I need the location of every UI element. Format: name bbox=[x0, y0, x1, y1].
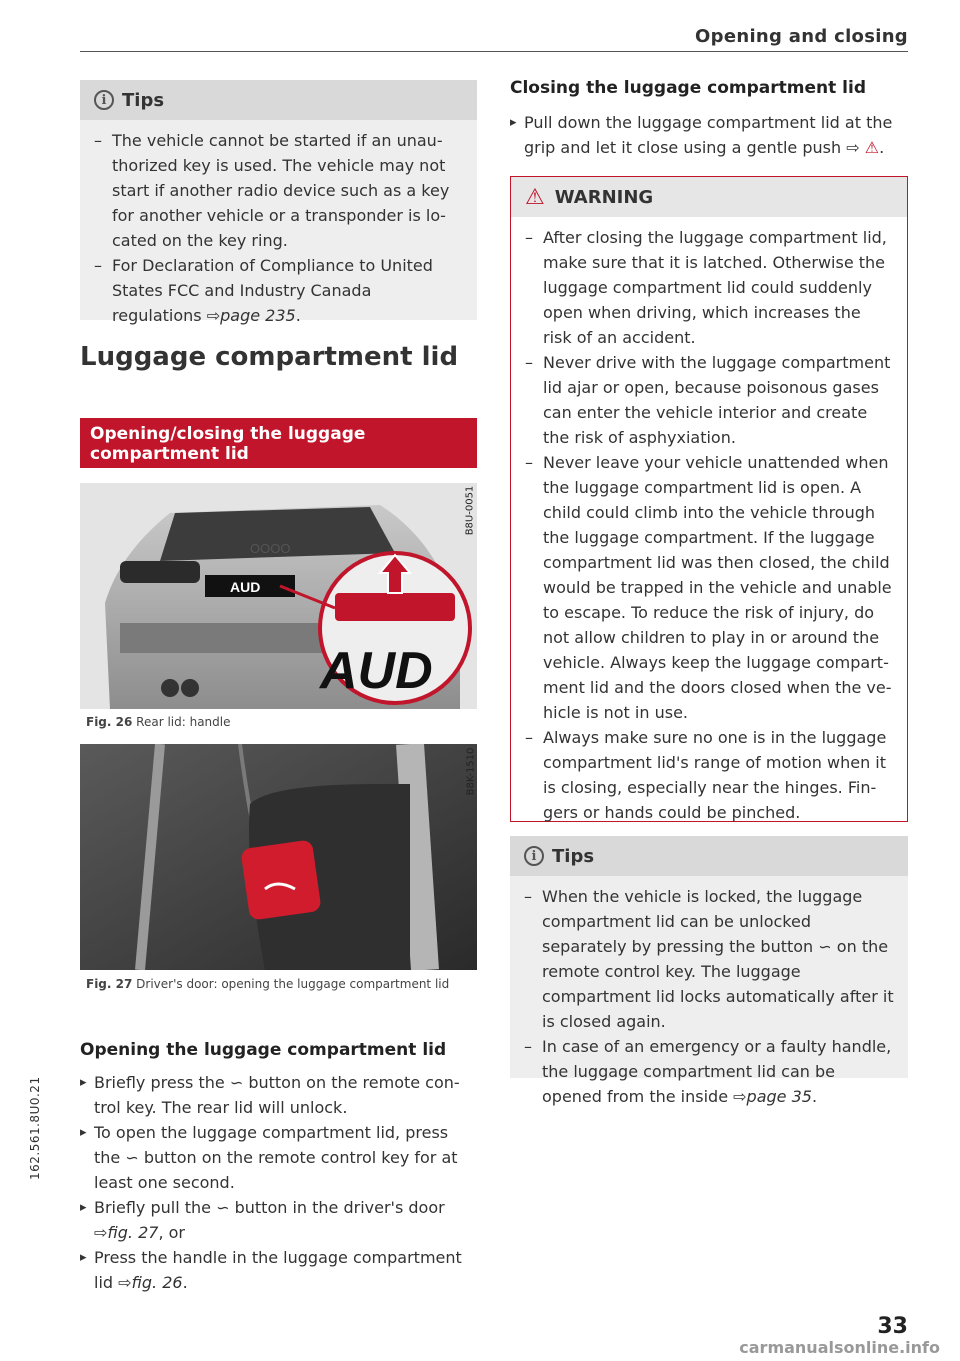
info-icon: i bbox=[94, 90, 114, 110]
arrow-icon: ⇨ bbox=[118, 1273, 132, 1292]
step-item: ▸ Briefly press the ∽ button on the remote control key. The rear lid will unlock. bbox=[80, 1070, 475, 1120]
arrow-icon: ⇨ bbox=[846, 138, 860, 157]
warning-icon: ⚠ bbox=[864, 138, 880, 157]
tips-title: Tips bbox=[552, 845, 595, 867]
watermark: carmanualsonline.info bbox=[739, 1338, 940, 1357]
tips-box-top bbox=[80, 80, 477, 325]
figure-27 bbox=[80, 744, 477, 970]
tips-item: – For Declaration of Compliance to United States FCC and Industry Canada regulations ⇨page 235. bbox=[94, 253, 463, 328]
step-item: ▸ To open the luggage compartment lid, press the ∽ button on the remote control key for at least one second. bbox=[80, 1120, 475, 1195]
warning-icon: ⚠ bbox=[525, 184, 545, 210]
warning-title: WARNING bbox=[554, 186, 654, 208]
luggage-button-icon: ∽ bbox=[229, 1073, 244, 1092]
step-item: ▸ Pull down the luggage compartment lid at the grip and let it close using a gentle push ⇨ ⚠. bbox=[510, 110, 905, 160]
step-item: ▸ Press the handle in the luggage compartment lid ⇨fig. 26. bbox=[80, 1245, 475, 1295]
step-item: ▸ Briefly pull the ∽ button in the driver's door ⇨fig. 27, or bbox=[80, 1195, 475, 1245]
warning-list bbox=[511, 217, 907, 833]
warning-item: – Never drive with the luggage compartment lid ajar or open, because poisonous gases can enter the vehicle interior and create the risk of asphyxiation. bbox=[525, 350, 893, 450]
section-title: Luggage compartment lid bbox=[80, 342, 459, 372]
warning-item: – Never leave your vehicle unattended when the luggage compartment lid is open. A child could climb into the vehicle through the luggage compartment. If the luggage compartment lid was then closed, the child would be trapped in the vehicle and unable to escape. To reduce the risk of injury, do not allow children to play in or around the vehicle. Always keep the luggage compartment lid and the doors closed when the vehicle is not in use. bbox=[525, 450, 893, 725]
figure-27-caption: Fig. 27 Driver's door: opening the luggage compartment lid bbox=[86, 977, 450, 991]
header-rule bbox=[80, 51, 908, 52]
page-ref-link[interactable]: page 35 bbox=[746, 1087, 812, 1106]
warning-item: – Always make sure no one is in the luggage compartment lid's range of motion when it is closing, especially near the hinges. Fingers or hands could be pinched. bbox=[525, 725, 893, 825]
document-code: 162.561.8U0.21 bbox=[28, 1076, 42, 1180]
arrow-icon: ⇨ bbox=[206, 306, 221, 325]
tips-list bbox=[510, 876, 908, 1117]
opening-heading: Opening the luggage compartment lid bbox=[80, 1040, 447, 1060]
tips-header bbox=[510, 836, 908, 876]
page-number: 33 bbox=[877, 1314, 908, 1339]
arrow-icon: ⇨ bbox=[733, 1087, 747, 1106]
figure-code: B8K-1510 bbox=[465, 747, 477, 796]
tips-header bbox=[80, 80, 477, 120]
figure-26 bbox=[80, 483, 477, 709]
tips-list bbox=[80, 120, 477, 336]
figure-ref-link[interactable]: fig. 26 bbox=[131, 1273, 183, 1292]
tips-box-bottom bbox=[510, 836, 908, 1106]
figure-26-caption: Fig. 26 Rear lid: handle bbox=[86, 715, 231, 729]
warning-header bbox=[511, 177, 907, 217]
tips-item: – In case of an emergency or a faulty handle, the luggage compartment lid can be opened from the inside ⇨page 35. bbox=[524, 1034, 894, 1109]
luggage-button-icon: ∽ bbox=[216, 1198, 230, 1217]
opening-steps bbox=[80, 1070, 475, 1295]
plate-text: AUD bbox=[230, 579, 261, 595]
rear-lid-illustration bbox=[80, 483, 477, 709]
tips-item: – The vehicle cannot be started if an unauthorized key is used. The vehicle may not start if another radio device such as a key for another vehicle or a transponder is located on the key ring. bbox=[94, 128, 463, 253]
warning-box bbox=[510, 176, 908, 822]
driver-door-illustration bbox=[80, 744, 477, 970]
tips-item: – When the vehicle is locked, the luggage compartment lid can be unlocked separately by pressing the button ∽ on the remote control key. The luggage compartment lid locks automatically after it is closed again. bbox=[524, 884, 894, 1034]
luggage-button-icon: ∽ bbox=[818, 937, 832, 956]
figure-ref-link[interactable]: fig. 27 bbox=[107, 1223, 159, 1242]
car-rings-logo: OOOO bbox=[250, 541, 291, 556]
warning-item: – After closing the luggage compartment lid, make sure that it is latched. Otherwise the luggage compartment lid could suddenly open when driving, which increases the risk of an accident. bbox=[525, 225, 893, 350]
subsection-band: Opening/closing the luggage compartment lid bbox=[80, 418, 477, 468]
page-ref-link[interactable]: page 235 bbox=[220, 306, 296, 325]
luggage-button-icon: ∽ bbox=[125, 1148, 139, 1167]
figure-code: B8U-0051 bbox=[464, 485, 476, 536]
zoom-badge-text: AUD bbox=[320, 642, 433, 700]
arrow-icon: ⇨ bbox=[94, 1223, 108, 1242]
tips-title: Tips bbox=[122, 89, 165, 111]
closing-steps bbox=[510, 110, 905, 160]
info-icon: i bbox=[524, 846, 544, 866]
closing-heading: Closing the luggage compartment lid bbox=[510, 78, 866, 98]
running-header: Opening and closing bbox=[695, 26, 908, 47]
